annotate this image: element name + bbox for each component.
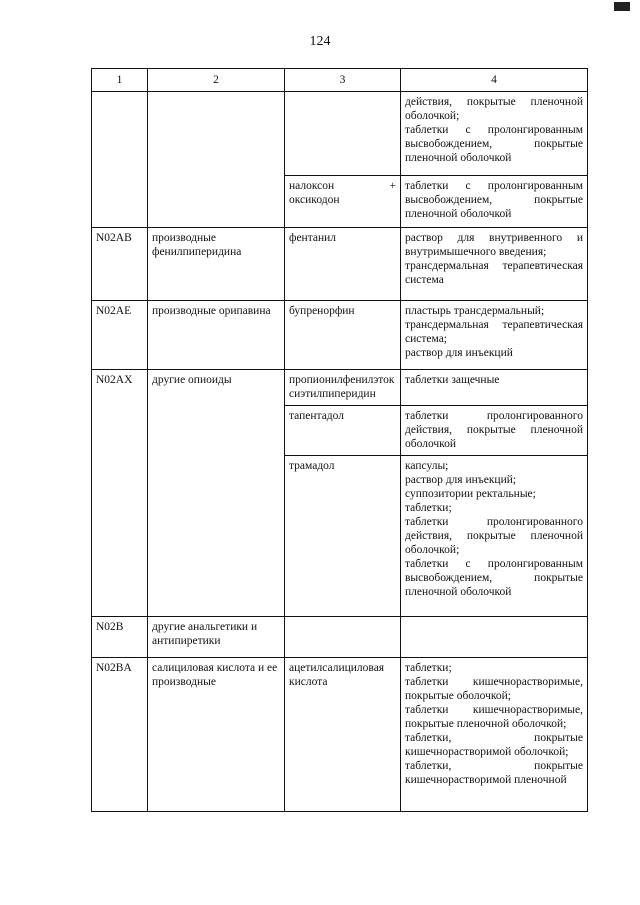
group-name-cell: другие опиоиды: [148, 370, 285, 617]
page-number: 124: [309, 34, 331, 49]
header-cell-3: 3: [285, 69, 401, 92]
dosage-form-item: раствор для инъекций;: [405, 474, 517, 486]
dosage-forms-cell: [401, 617, 588, 658]
dosage-forms-cell: [401, 658, 588, 812]
table-row: [92, 370, 588, 406]
dosage-form-item: трансдермальная терапевтическая система: [405, 260, 583, 286]
dosage-form-item: суппозитории ректальные;: [405, 488, 536, 500]
drug-name-cell: пропионилфенилэтоксиэтилпиперидин: [285, 370, 401, 406]
dosage-form-item: таблетки с пролонгированным высвобождением, покрытые пленочной оболочкой: [405, 558, 583, 598]
atc-code-cell: N02B: [92, 617, 148, 658]
table-row: [92, 301, 588, 370]
header-cell-2: 2: [148, 69, 285, 92]
dosage-form-item: таблетки с пролонгированным высвобождением, покрытые пленочной оболочкой: [405, 180, 583, 220]
group-name-cell: [148, 92, 285, 228]
atc-code-cell: N02AE: [92, 301, 148, 370]
group-name-cell: производные орипавина: [148, 301, 285, 370]
dosage-forms-cell: [401, 456, 588, 617]
drug-name-cell: бупренорфин: [285, 301, 401, 370]
atc-code-cell: N02AX: [92, 370, 148, 617]
drug-table-body: [92, 69, 588, 812]
scan-corner-mark: [614, 2, 630, 11]
dosage-form-item: таблетки кишечнорастворимые, покрытые пленочной оболочкой;: [405, 704, 583, 730]
dosage-forms-cell: [401, 301, 588, 370]
dosage-form-item: таблетки пролонгированного действия, покрытые пленочной оболочкой: [405, 410, 583, 450]
dosage-form-item: таблетки защечные: [405, 374, 500, 386]
dosage-form-item: таблетки кишечнорастворимые, покрытые оболочкой;: [405, 676, 583, 702]
atc-code-cell: [92, 92, 148, 228]
table-row: [92, 617, 588, 658]
drug-name-cell: фентанил: [285, 228, 401, 301]
table-row: [92, 228, 588, 301]
header-cell-4: 4: [401, 69, 588, 92]
dosage-form-item: таблетки с пролонгированным высвобождением, покрытые пленочной оболочкой: [405, 124, 583, 164]
table-row: [92, 658, 588, 812]
dosage-forms-cell: [401, 176, 588, 228]
dosage-form-item: таблетки, покрытые кишечнорастворимой пленочной: [405, 760, 583, 786]
drug-name-cell: ацетилсалициловая кислота: [285, 658, 401, 812]
header-cell-1: 1: [92, 69, 148, 92]
group-name-cell: другие анальгетики и антипиретики: [148, 617, 285, 658]
drug-table: [91, 68, 588, 812]
dosage-form-item: таблетки, покрытые кишечнорастворимой оболочкой;: [405, 732, 583, 758]
dosage-form-item: раствор для инъекций: [405, 347, 513, 359]
dosage-form-item: таблетки;: [405, 662, 452, 674]
dosage-forms-cell: [401, 228, 588, 301]
drug-name-cell: тапентадол: [285, 406, 401, 456]
drug-name-cell: трамадол: [285, 456, 401, 617]
drug-name-cell: [285, 92, 401, 176]
dosage-form-item: пластырь трансдермальный;: [405, 305, 545, 317]
group-name-cell: производные фенилпиперидина: [148, 228, 285, 301]
dosage-form-item: капсулы;: [405, 460, 449, 472]
dosage-form-item: раствор для внутривенного и внутримышечного введения;: [405, 232, 583, 258]
table-row: [92, 92, 588, 176]
drug-name-cell: налоксон + оксикодон: [285, 176, 401, 228]
atc-code-cell: N02AB: [92, 228, 148, 301]
dosage-form-item: действия, покрытые пленочной оболочкой;: [405, 96, 583, 122]
dosage-form-item: трансдермальная терапевтическая система;: [405, 319, 583, 345]
drug-name-cell: [285, 617, 401, 658]
dosage-forms-cell: [401, 406, 588, 456]
dosage-forms-cell: [401, 92, 588, 176]
header-row: [92, 69, 588, 92]
group-name-cell: салициловая кислота и ее производные: [148, 658, 285, 812]
dosage-form-item: таблетки пролонгированного действия, покрытые пленочной оболочкой;: [405, 516, 583, 556]
dosage-form-item: таблетки;: [405, 502, 452, 514]
dosage-forms-cell: [401, 370, 588, 406]
atc-code-cell: N02BA: [92, 658, 148, 812]
